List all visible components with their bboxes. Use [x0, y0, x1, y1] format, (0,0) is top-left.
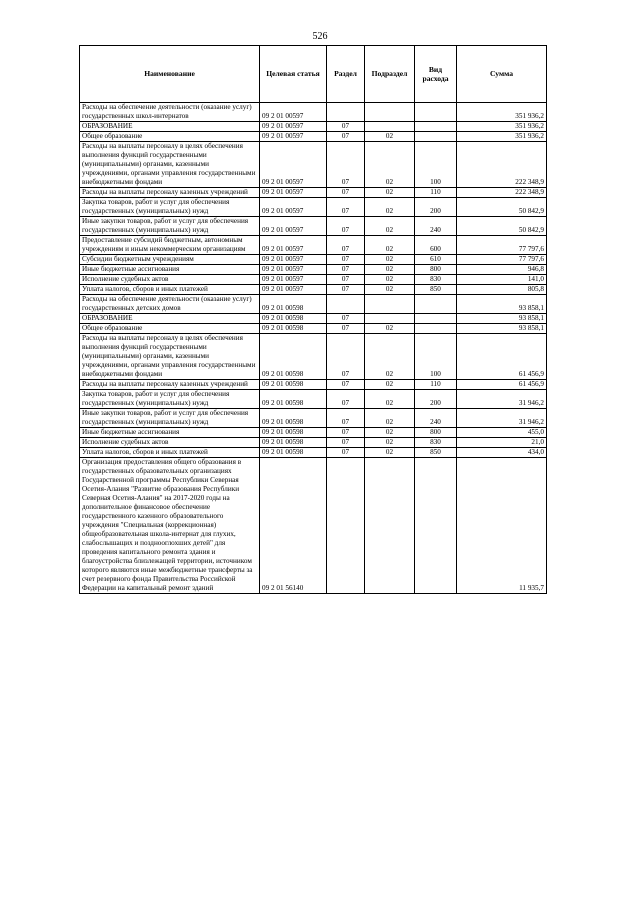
- cell-name: Расходы на выплаты персоналу казенных учреждений: [80, 188, 260, 198]
- table-row: [80, 255, 547, 265]
- cell-type: 610: [415, 255, 457, 265]
- cell-target: 09 2 01 00597: [260, 103, 327, 122]
- cell-section: 07: [327, 285, 365, 295]
- cell-type: [415, 132, 457, 142]
- table-row: [80, 198, 547, 217]
- cell-target: 09 2 01 00598: [260, 295, 327, 314]
- table-row: [80, 380, 547, 390]
- table-row: [80, 217, 547, 236]
- cell-target: 09 2 01 00598: [260, 314, 327, 324]
- cell-section: 07: [327, 265, 365, 275]
- cell-type: 100: [415, 142, 457, 188]
- cell-subsection: 02: [365, 428, 415, 438]
- cell-target: 09 2 01 00597: [260, 285, 327, 295]
- cell-sum: 222 348,9: [457, 188, 547, 198]
- cell-sum: 455,0: [457, 428, 547, 438]
- cell-section: 07: [327, 217, 365, 236]
- cell-section: 07: [327, 142, 365, 188]
- cell-name: Исполнение судебных актов: [80, 438, 260, 448]
- cell-type: 800: [415, 265, 457, 275]
- cell-name: Иные бюджетные ассигнования: [80, 428, 260, 438]
- header-type: Вид расхода: [415, 46, 457, 103]
- cell-subsection: 02: [365, 255, 415, 265]
- cell-name: Общее образование: [80, 132, 260, 142]
- cell-target: 09 2 01 00597: [260, 275, 327, 285]
- cell-target: 09 2 01 00597: [260, 265, 327, 275]
- table-header-row: [80, 46, 547, 103]
- table-row: [80, 285, 547, 295]
- cell-target: 09 2 01 00598: [260, 334, 327, 380]
- cell-name: Иные закупки товаров, работ и услуг для обеспечения государственных (муниципальных) нужд: [80, 409, 260, 428]
- cell-target: 09 2 01 00598: [260, 390, 327, 409]
- cell-subsection: 02: [365, 409, 415, 428]
- cell-name: Уплата налогов, сборов и иных платежей: [80, 448, 260, 458]
- cell-subsection: 02: [365, 265, 415, 275]
- cell-name: Субсидии бюджетным учреждениям: [80, 255, 260, 265]
- cell-type: [415, 295, 457, 314]
- cell-section: 07: [327, 380, 365, 390]
- cell-subsection: 02: [365, 142, 415, 188]
- cell-sum: 61 456,9: [457, 380, 547, 390]
- cell-type: 240: [415, 217, 457, 236]
- table-row: [80, 188, 547, 198]
- cell-target: 09 2 01 00598: [260, 324, 327, 334]
- table-row: [80, 438, 547, 448]
- cell-sum: 50 842,9: [457, 198, 547, 217]
- cell-sum: 351 936,2: [457, 132, 547, 142]
- cell-type: 110: [415, 188, 457, 198]
- cell-target: 09 2 01 00597: [260, 132, 327, 142]
- cell-type: 240: [415, 409, 457, 428]
- table-row: [80, 324, 547, 334]
- cell-sum: 77 797,6: [457, 236, 547, 255]
- cell-sum: 351 936,2: [457, 103, 547, 122]
- cell-section: 07: [327, 188, 365, 198]
- cell-section: 07: [327, 324, 365, 334]
- cell-name: Организация предоставления общего образования в государственных образовательных организациях Государственной программы Республики Северная Осетия-Алания "Развитие образования Республики Северная Осетия-Алания" на 2017-2020 годы на дополнительное финансовое обеспечение государственного казенного образовательного учреждения "Специальная (коррекционная) общеобразовательная школа-интернат для глухих, слабослышащих и позднооглохших детей" для проведения капитального ремонта здания и благоустройства близлежащей территории, источником которого являются иные межбюджетные трансферты за счет резервного фонда Правительства Российской Федерации на капитальный ремонт зданий: [80, 458, 260, 594]
- table-row: [80, 142, 547, 188]
- cell-name: Уплата налогов, сборов и иных платежей: [80, 285, 260, 295]
- cell-subsection: 02: [365, 188, 415, 198]
- cell-type: [415, 324, 457, 334]
- cell-name: Предоставление субсидий бюджетным, автономным учреждениям и иным некоммерческим организациям: [80, 236, 260, 255]
- cell-name: Расходы на выплаты персоналу в целях обеспечения выполнения функций государственными (муниципальными) органами, казенными учреждениями, органами управления государственными внебюджетными фондами: [80, 142, 260, 188]
- cell-target: 09 2 01 00597: [260, 217, 327, 236]
- cell-subsection: [365, 103, 415, 122]
- cell-sum: 50 842,9: [457, 217, 547, 236]
- header-target: Целевая статья: [260, 46, 327, 103]
- cell-name: ОБРАЗОВАНИЕ: [80, 314, 260, 324]
- cell-sum: 11 935,7: [457, 458, 547, 594]
- cell-type: [415, 122, 457, 132]
- cell-target: 09 2 01 00597: [260, 122, 327, 132]
- cell-section: 07: [327, 438, 365, 448]
- cell-target: 09 2 01 00598: [260, 448, 327, 458]
- cell-sum: 77 797,6: [457, 255, 547, 265]
- cell-sum: 31 946,2: [457, 409, 547, 428]
- header-name: Наименование: [80, 46, 260, 103]
- table-row: [80, 132, 547, 142]
- cell-name: Закупка товаров, работ и услуг для обеспечения государственных (муниципальных) нужд: [80, 198, 260, 217]
- cell-sum: 93 858,1: [457, 295, 547, 314]
- cell-type: 830: [415, 438, 457, 448]
- cell-section: [327, 458, 365, 594]
- table-row: [80, 295, 547, 314]
- cell-subsection: 02: [365, 285, 415, 295]
- cell-type: 800: [415, 428, 457, 438]
- table-row: [80, 334, 547, 380]
- cell-section: 07: [327, 236, 365, 255]
- cell-section: 07: [327, 409, 365, 428]
- cell-section: 07: [327, 314, 365, 324]
- cell-section: [327, 103, 365, 122]
- cell-target: 09 2 01 00598: [260, 428, 327, 438]
- header-sum: Сумма: [457, 46, 547, 103]
- cell-subsection: 02: [365, 236, 415, 255]
- cell-type: 600: [415, 236, 457, 255]
- cell-section: 07: [327, 390, 365, 409]
- table-row: [80, 122, 547, 132]
- cell-type: 850: [415, 448, 457, 458]
- cell-sum: 61 456,9: [457, 334, 547, 380]
- cell-name: Расходы на обеспечение деятельности (оказание услуг) государственных детских домов: [80, 295, 260, 314]
- cell-section: 07: [327, 334, 365, 380]
- cell-target: 09 2 01 00597: [260, 255, 327, 265]
- table-row: [80, 448, 547, 458]
- table-row: [80, 236, 547, 255]
- cell-type: 850: [415, 285, 457, 295]
- cell-section: 07: [327, 428, 365, 438]
- cell-target: 09 2 01 00598: [260, 409, 327, 428]
- cell-sum: 93 858,1: [457, 324, 547, 334]
- table-row: [80, 390, 547, 409]
- cell-section: 07: [327, 275, 365, 285]
- cell-subsection: 02: [365, 324, 415, 334]
- cell-name: Общее образование: [80, 324, 260, 334]
- cell-subsection: 02: [365, 132, 415, 142]
- cell-subsection: 02: [365, 275, 415, 285]
- cell-section: 07: [327, 132, 365, 142]
- cell-subsection: [365, 458, 415, 594]
- cell-subsection: 02: [365, 380, 415, 390]
- cell-type: 100: [415, 334, 457, 380]
- cell-sum: 141,0: [457, 275, 547, 285]
- cell-sum: 434,0: [457, 448, 547, 458]
- cell-type: 200: [415, 390, 457, 409]
- cell-sum: 93 858,1: [457, 314, 547, 324]
- cell-section: [327, 295, 365, 314]
- cell-target: 09 2 01 56140: [260, 458, 327, 594]
- cell-name: ОБРАЗОВАНИЕ: [80, 122, 260, 132]
- cell-sum: 351 936,2: [457, 122, 547, 132]
- cell-section: 07: [327, 448, 365, 458]
- cell-name: Закупка товаров, работ и услуг для обеспечения государственных (муниципальных) нужд: [80, 390, 260, 409]
- cell-section: 07: [327, 255, 365, 265]
- cell-type: 110: [415, 380, 457, 390]
- cell-target: 09 2 01 00597: [260, 188, 327, 198]
- table-row: [80, 314, 547, 324]
- cell-subsection: 02: [365, 334, 415, 380]
- cell-section: 07: [327, 198, 365, 217]
- table-row: [80, 265, 547, 275]
- cell-name: Расходы на выплаты персоналу казенных учреждений: [80, 380, 260, 390]
- cell-name: Исполнение судебных актов: [80, 275, 260, 285]
- cell-sum: 222 348,9: [457, 142, 547, 188]
- table-row: [80, 428, 547, 438]
- cell-type: 830: [415, 275, 457, 285]
- cell-target: 09 2 01 00598: [260, 380, 327, 390]
- cell-target: 09 2 01 00598: [260, 438, 327, 448]
- cell-subsection: 02: [365, 198, 415, 217]
- cell-name: Иные бюджетные ассигнования: [80, 265, 260, 275]
- cell-section: 07: [327, 122, 365, 132]
- table-row: [80, 103, 547, 122]
- table-row: [80, 458, 547, 594]
- budget-table: [79, 45, 547, 594]
- cell-subsection: 02: [365, 390, 415, 409]
- page-number: 526: [312, 31, 328, 42]
- cell-sum: 805,8: [457, 285, 547, 295]
- cell-name: Расходы на выплаты персоналу в целях обеспечения выполнения функций государственными (муниципальными) органами, казенными учреждениями, органами управления государственными внебюджетными фондами: [80, 334, 260, 380]
- cell-subsection: 02: [365, 438, 415, 448]
- cell-sum: 946,8: [457, 265, 547, 275]
- cell-name: Расходы на обеспечение деятельности (оказание услуг) государственных школ-интернатов: [80, 103, 260, 122]
- cell-target: 09 2 01 00597: [260, 142, 327, 188]
- cell-subsection: [365, 295, 415, 314]
- cell-target: 09 2 01 00597: [260, 198, 327, 217]
- cell-type: [415, 314, 457, 324]
- cell-sum: 31 946,2: [457, 390, 547, 409]
- cell-type: 200: [415, 198, 457, 217]
- cell-subsection: 02: [365, 448, 415, 458]
- cell-type: [415, 103, 457, 122]
- header-section: Раздел: [327, 46, 365, 103]
- table-row: [80, 409, 547, 428]
- cell-sum: 21,0: [457, 438, 547, 448]
- cell-target: 09 2 01 00597: [260, 236, 327, 255]
- cell-subsection: [365, 122, 415, 132]
- cell-name: Иные закупки товаров, работ и услуг для обеспечения государственных (муниципальных) нужд: [80, 217, 260, 236]
- cell-subsection: [365, 314, 415, 324]
- table-row: [80, 275, 547, 285]
- cell-subsection: 02: [365, 217, 415, 236]
- header-subsection: Подраздел: [365, 46, 415, 103]
- cell-type: [415, 458, 457, 594]
